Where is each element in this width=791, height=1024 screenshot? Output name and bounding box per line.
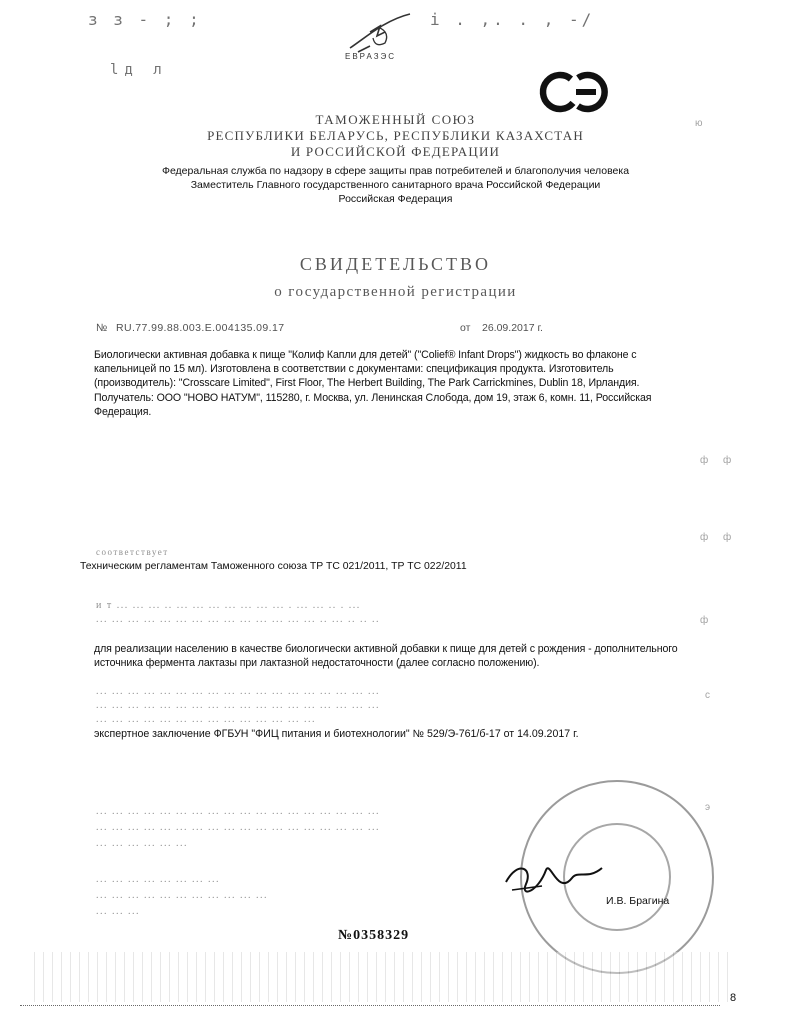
top-noise-right: і . ,. . , -/ [430,10,595,29]
signature-icon [498,850,618,910]
union-line-2: РЕСПУБЛИКИ БЕЛАРУСЬ, РЕСПУБЛИКИ КАЗАХСТАН [207,128,584,143]
se-certification-logo-icon [538,66,610,118]
faint-text-2a: и т ... ... ... .. ... ... ... ... ... ... ... . ... ... .. . ... [96,600,361,611]
faint-text-5a: ... ... ... ... ... ... ... ... [96,874,220,885]
usage-description: для реализации населению в качестве биологически активной добавки к пище для детей с рождения - дополнительного источника фермента лактазы при лактазной недостаточности (далее согласно положению). [94,643,678,670]
faint-text-2b: ... ... ... ... ... ... ... ... ... ... ... ... ... ... .. ... .. .. .. [96,614,380,625]
bottom-divider [20,1005,720,1006]
union-line-1: ТАМОЖЕННЫЙ СОЮЗ [315,112,476,127]
date-label: от [460,322,471,334]
union-line-3: И РОССИЙСКОЙ ФЕДЕРАЦИИ [290,144,501,159]
authority-line-2: Заместитель Главного государственного санитарного врача Российской Федерации [190,179,601,191]
faint-text-3a: ... ... ... ... ... ... ... ... ... ... ... ... ... ... ... ... ... ... [96,686,380,697]
bottom-noise-band [30,952,730,1002]
top-noise-left: з з - ; ; [88,10,202,29]
product-description: Биологически активная добавка к пище "Колиф Капли для детей" ("Colief® Infant Drops") жидкость во флаконе с капельницей по 15 мл). Изготовлена в соответствии с документами: спецификация продукта. Изготовитель (производитель): "Crosscare Limited", First Floor, The Herbert Building, The Park Carrickmines, Dublin 18, Ирландия. Получатель: ООО "НОВО НАТУМ", 115280, г. Москва, ул. Ленинская Слобода, дом 19, этаж 6, комн. 11, Российская Федерация. [94,349,652,418]
faint-text-4a: ... ... ... ... ... ... ... ... ... ... ... ... ... ... ... ... ... ... [96,806,380,817]
right-mark-6: э [705,802,711,813]
right-mark-3: ф ф [700,532,738,543]
page-number: 8 [730,992,737,1004]
signatory-name: И.В. Брагина [606,895,670,907]
right-mark-1: ю [695,118,703,129]
right-mark-2: ф ф [700,455,738,466]
faint-text-3b: ... ... ... ... ... ... ... ... ... ... ... ... ... ... ... ... ... ... [96,700,380,711]
right-mark-4: ф [700,615,709,626]
serial-number: №0358329 [338,928,410,943]
regulation-text: Техническим регламентам Таможенного союза ТР ТС 021/2011, ТР ТС 022/2011 [80,561,467,572]
faint-text-3c: ... ... ... ... ... ... ... ... ... ... ... ... ... ... [96,714,316,725]
document-title: СВИДЕТЕЛЬСТВО [299,254,492,274]
eurasec-logo-text: ЕВРАЗЭС [345,52,397,61]
faint-text-5c: ... ... ... [96,906,140,917]
number-label: № [96,322,108,334]
document-subtitle: о государственной регистрации [274,284,517,300]
faint-label-conformity: соответствует [96,547,169,557]
registration-date: 26.09.2017 г. [482,322,543,334]
top-left-mark: lд л [110,62,168,78]
authority-line-3: Российская Федерация [338,193,453,205]
faint-text-4b: ... ... ... ... ... ... ... ... ... ... ... ... ... ... ... ... ... ... [96,822,380,833]
registration-number: RU.77.99.88.003.Е.004135.09.17 [116,322,285,334]
faint-text-5b: ... ... ... ... ... ... ... ... ... ... ... [96,890,268,901]
expert-conclusion: экспертное заключение ФГБУН "ФИЦ питания и биотехнологии" № 529/Э-761/б-17 от 14.09.2017 г. [94,728,579,740]
authority-line-1: Федеральная служба по надзору в сфере защиты прав потребителей и благополучия человека [161,165,630,177]
faint-text-4c: ... ... ... ... ... ... [96,838,188,849]
right-mark-5: с [705,690,710,701]
